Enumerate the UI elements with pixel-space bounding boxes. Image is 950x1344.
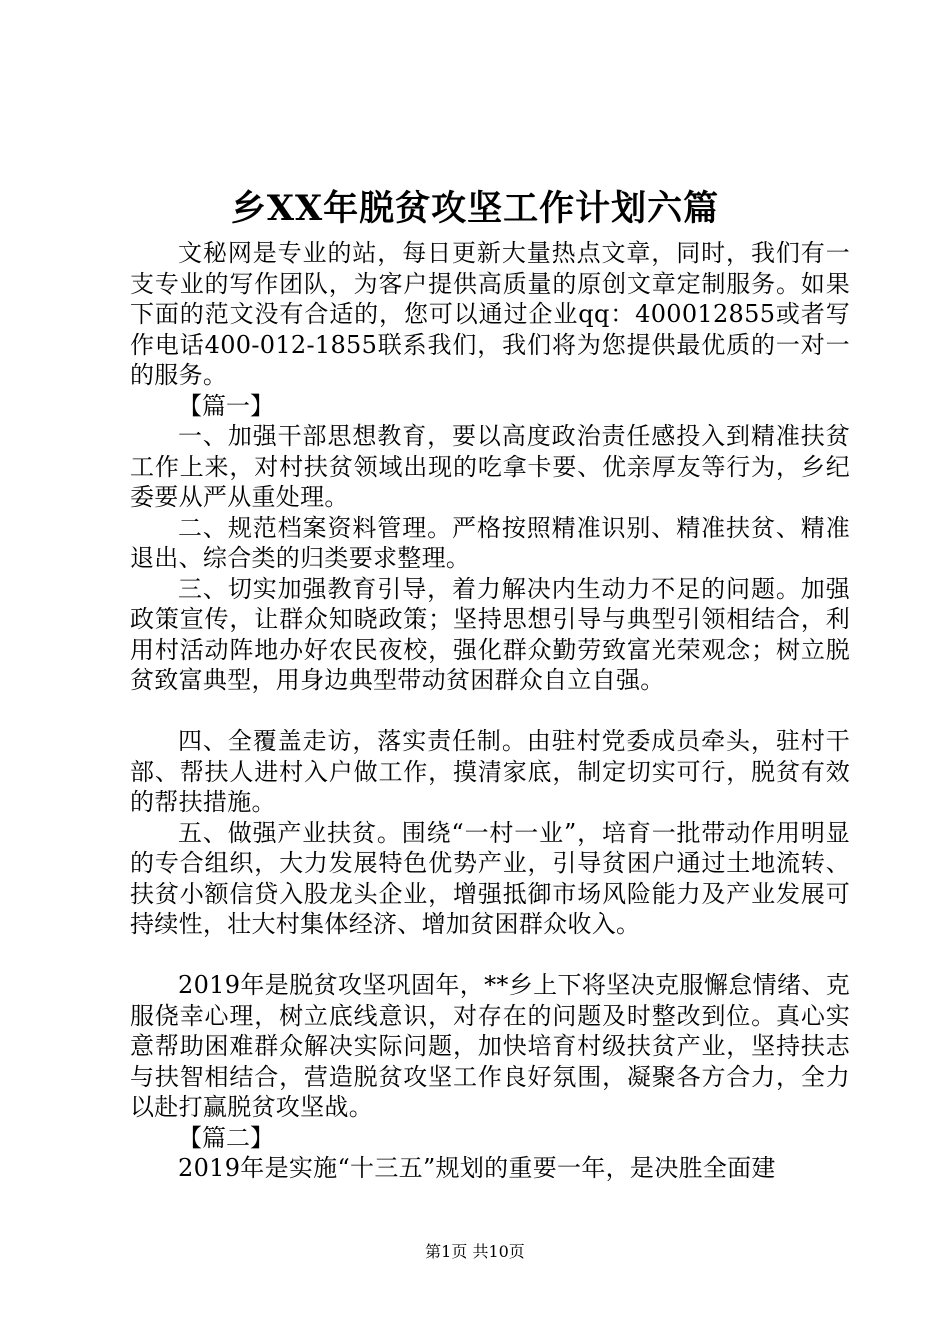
intro-paragraph: 文秘网是专业的站，每日更新大量热点文章，同时，我们有一支专业的写作团队，为客户提供高质量的原创文章定制服务。如果下面的范文没有合适的，您可以通过企业qq：400012855或者写作电话400-012-1855联系我们，我们将为您提供最优质的一对一的服务。 bbox=[130, 239, 850, 389]
section1-paragraph-6: 2019年是脱贫攻坚巩固年，**乡上下将坚决克服懈怠情绪、克服侥幸心理，树立底线意识，对存在的问题及时整改到位。真心实意帮助困难群众解决实际问题，加快培育村级扶贫产业，坚持扶志与扶智相结合，营造脱贫攻坚工作良好氛围，凝聚各方合力，全力以赴打赢脱贫攻坚战。 bbox=[130, 971, 850, 1121]
document-title: 乡XX年脱贫攻坚工作计划六篇 bbox=[230, 188, 720, 229]
section1-paragraph-4: 四、全覆盖走访，落实责任制。由驻村党委成员牵头，驻村干部、帮扶人进村入户做工作，摸清家底，制定切实可行，脱贫有效的帮扶措施。 bbox=[130, 727, 850, 816]
page-footer: 第1页 共10页 bbox=[425, 1242, 525, 1261]
section1-paragraph-3: 三、切实加强教育引导，着力解决内生动力不足的问题。加强政策宣传，让群众知晓政策；坚持思想引导与典型引领相结合，利用村活动阵地办好农民夜校，强化群众勤劳致富光荣观念；树立脱贫致富典型，用身边典型带动贫困群众自立自强。 bbox=[130, 574, 850, 694]
section-heading-2: 【篇二】 bbox=[178, 1123, 274, 1152]
section1-paragraph-1: 一、加强干部思想教育，要以高度政治责任感投入到精准扶贫工作上来，对村扶贫领域出现的吃拿卡要、优亲厚友等行为，乡纪委要从严从重处理。 bbox=[130, 422, 850, 511]
section2-paragraph-1: 2019年是实施“十三五”规划的重要一年，是决胜全面建 bbox=[178, 1154, 776, 1182]
section1-paragraph-5: 五、做强产业扶贫。围绕“一村一业”，培育一批带动作用明显的专合组织，大力发展特色优势产业，引导贫困户通过土地流转、扶贫小额信贷入股龙头企业，增强抵御市场风险能力及产业发展可持续性，壮大村集体经济、增加贫困群众收入。 bbox=[130, 818, 850, 938]
paragraph-gap bbox=[130, 940, 850, 971]
document-body bbox=[130, 238, 850, 1184]
section1-paragraph-2: 二、规范档案资料管理。严格按照精准识别、精准扶贫、精准退出、综合类的归类要求整理。 bbox=[130, 513, 850, 572]
section-heading-1: 【篇一】 bbox=[178, 391, 274, 420]
paragraph-gap bbox=[130, 696, 850, 727]
